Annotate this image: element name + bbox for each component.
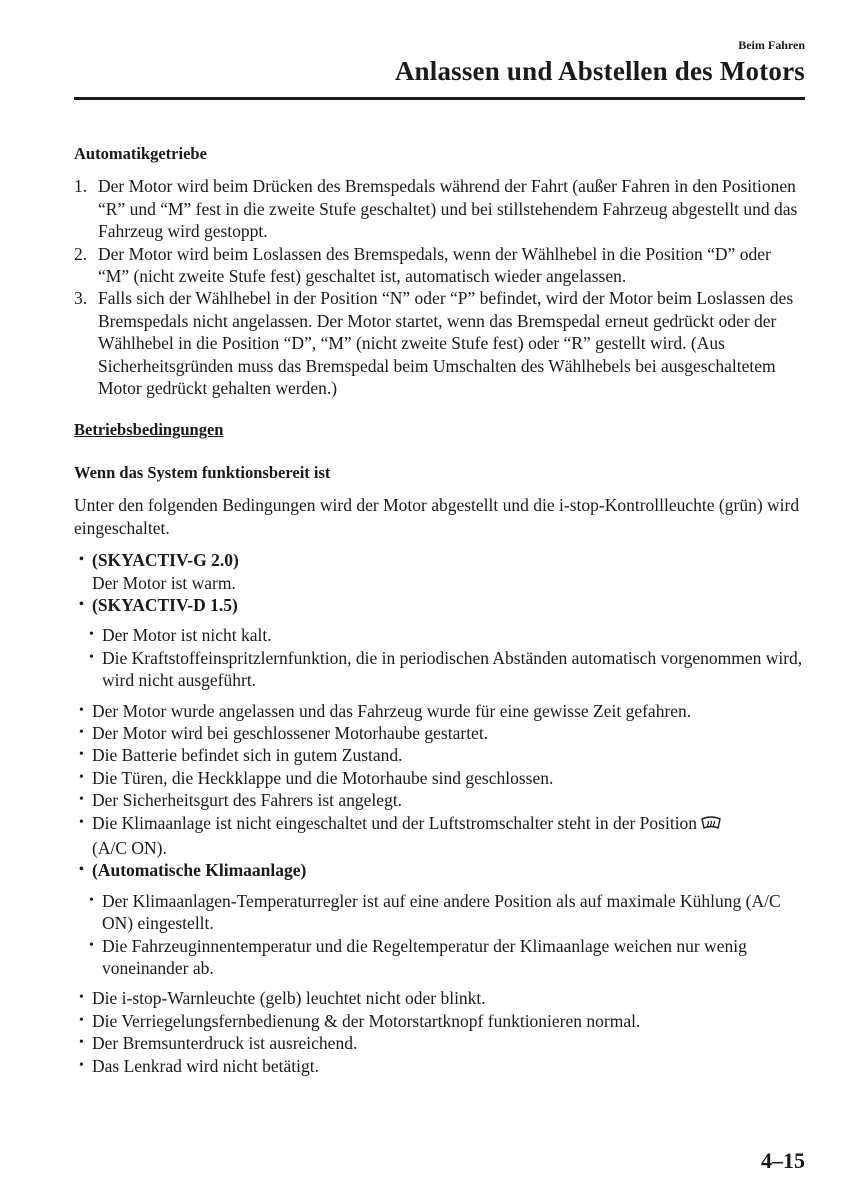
list-number: 3. — [74, 288, 88, 309]
automatic-list — [74, 175, 804, 399]
conditions-heading: Betriebsbedingungen — [74, 420, 224, 440]
auto-ac-label: • (Automatische Klimaanlage) — [76, 859, 804, 881]
list-item: • Die Türen, die Heckklappe und die Motorhaube sind geschlossen. — [76, 767, 804, 789]
list-item: • Der Motor wird bei geschlossener Motorhaube gestartet. — [76, 722, 804, 744]
conditions-intro: Unter den folgenden Bedingungen wird der Motor abgestellt und die i-stop-Kontrollleuchte (grün) wird eingeschaltet. — [74, 495, 800, 538]
list-item — [74, 175, 804, 242]
engine-g-text: Der Motor ist warm. — [92, 572, 236, 593]
list-item: • Das Lenkrad wird nicht betätigt. — [76, 1055, 804, 1077]
ac-item-suffix: (A/C ON). — [92, 837, 167, 858]
page-title: Anlassen und Abstellen des Motors — [394, 56, 805, 86]
page-number: 4–15 — [761, 1148, 805, 1173]
list-item: • Die Verriegelungsfernbedienung & der Motorstartknopf funktionieren normal. — [76, 1010, 804, 1032]
automatic-heading: Automatikgetriebe — [74, 144, 207, 163]
conditions-subheading: Wenn das System funktionsbereit ist — [74, 462, 331, 482]
list-item: • Die Fahrzeuginnentemperatur und die Regeltemperatur der Klimaanlage weichen nur wenig voneinander ab. — [74, 935, 804, 980]
list-text: Der Motor wird beim Drücken des Bremspedals während der Fahrt (außer Fahren in den Positionen “R” und “M” fest in die zweite Stufe geschaltet) und bei stillstehendem Fahrzeug abgestellt und das Fahrzeug wird gestoppt. — [98, 176, 798, 242]
page-content — [74, 143, 804, 1077]
list-item: • Der Motor wurde angelassen und das Fahrzeug wurde für eine gewisse Zeit gefahren. — [76, 700, 804, 722]
windshield-defroster-icon — [701, 815, 721, 837]
list-number: 2. — [74, 243, 88, 264]
condition-list — [74, 549, 804, 1077]
ac-list-item — [76, 812, 804, 860]
list-item: • Die i-stop-Warnleuchte (gelb) leuchtet nicht oder blinkt. — [76, 987, 804, 1009]
list-item — [74, 287, 804, 399]
list-item: • Der Klimaanlagen-Temperaturregler ist auf eine andere Position als auf maximale Kühlung (A/C ON) eingestellt. — [74, 890, 804, 935]
list-item: • Die Kraftstoffeinspritzlernfunktion, die in periodischen Abständen automatisch vorgenommen wird, wird nicht ausgeführt. — [74, 647, 804, 692]
list-item — [74, 243, 804, 288]
ac-item-text: Die Klimaanlage ist nicht eingeschaltet und der Luftstromschalter steht in der Position — [92, 812, 698, 833]
list-number: 1. — [74, 176, 88, 197]
list-text: Der Motor wird beim Loslassen des Bremspedals, wenn der Wählhebel in die Position “D” oder “M” (nicht zweite Stufe fest) geschaltet ist, automatisch wieder angelassen. — [98, 243, 771, 287]
engine-g-label: • (SKYACTIV-G 2.0) — [76, 549, 804, 571]
engine-d-label: • (SKYACTIV-D 1.5) — [76, 594, 804, 616]
list-item: • Die Batterie befindet sich in gutem Zustand. — [76, 744, 804, 766]
header-divider — [74, 97, 805, 100]
section-label: Beim Fahren — [738, 38, 805, 52]
list-text: Falls sich der Wählhebel in der Position “N” oder “P” befindet, wird der Motor beim Loslassen des Bremspedals nicht angelassen. Der Motor startet, wenn das Bremspedal erneut gedrückt oder der Wählhebel in die Position “D”, “M” (nicht zweite Stufe fest) oder “R” gestellt wird. (Aus Sicherheitsgründen muss das Bremspedal beim Umschalten des Wählhebels bei ausgeschaltetem Motor gedrückt gehalten werden.) — [98, 288, 794, 399]
list-item: • Der Motor ist nicht kalt. — [74, 624, 804, 646]
list-item: • Der Sicherheitsgurt des Fahrers ist angelegt. — [76, 789, 804, 811]
list-item: • Der Bremsunterdruck ist ausreichend. — [76, 1032, 804, 1054]
